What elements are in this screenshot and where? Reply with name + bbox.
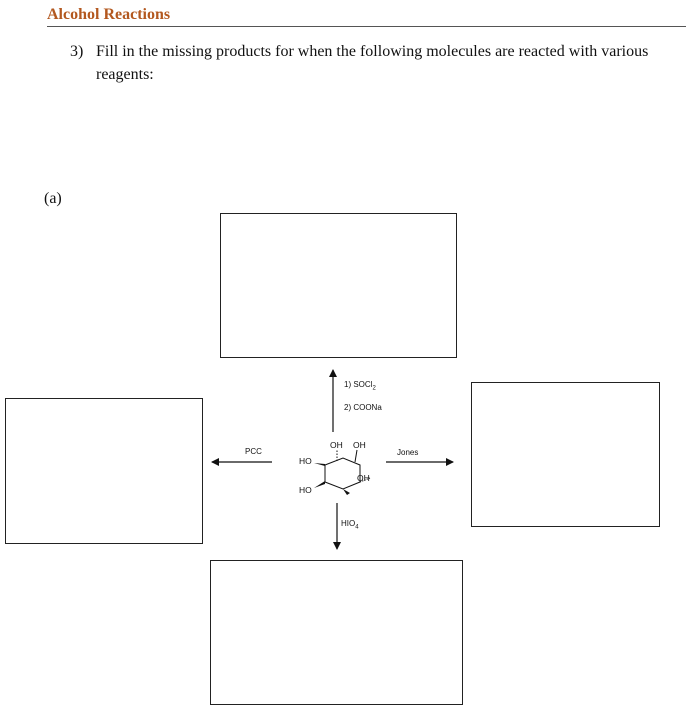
label-oh-right: OH	[357, 473, 370, 483]
wedge-ho-left	[314, 463, 325, 466]
question-number: 3)	[70, 43, 84, 60]
reagent-down-text: HIO	[341, 519, 356, 528]
wedge-methyl	[343, 489, 350, 495]
question-text: Fill in the missing products for when the following molecules are reacted with various reagents:	[96, 43, 649, 83]
cyclohexane-ring	[325, 458, 360, 489]
reagent-down	[341, 519, 359, 531]
reagent-up-step1-text: 1) SOCl	[344, 380, 373, 389]
bond-oh-top-right	[355, 450, 357, 462]
reagent-right: Jones	[397, 448, 419, 457]
reagent-up-step1	[344, 380, 376, 392]
reagent-left: PCC	[245, 447, 262, 456]
wedge-ho-bottom	[314, 481, 325, 488]
reagent-up-step1-subscript: 2	[372, 385, 376, 392]
reagent-down-subscript: 4	[355, 524, 359, 531]
reagent-up-step2: 2) COONa	[344, 403, 382, 412]
label-oh-top-left: OH	[330, 440, 343, 450]
label-ho-bottom-left: HO	[299, 485, 312, 495]
page-title: Alcohol Reactions	[47, 6, 171, 23]
label-ho-left: HO	[299, 456, 312, 466]
label-oh-top-right: OH	[353, 440, 366, 450]
part-label: (a)	[44, 190, 62, 207]
